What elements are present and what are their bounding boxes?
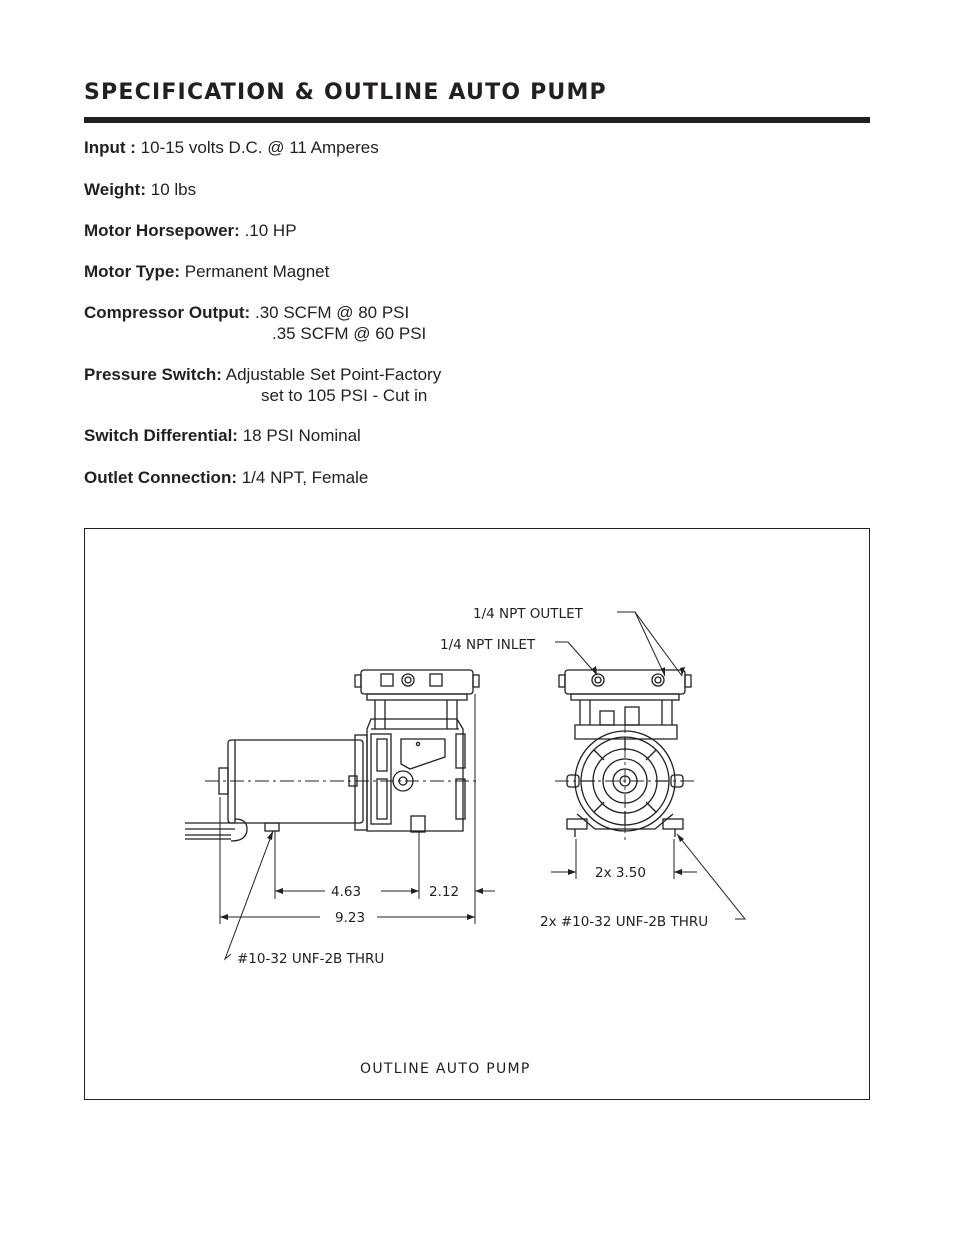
spec-value: .30 SCFM @ 80 PSI bbox=[254, 303, 410, 322]
page-title: SPECIFICATION & OUTLINE AUTO PUMP bbox=[84, 80, 607, 105]
front-cylinder-head bbox=[565, 670, 685, 694]
spec-value: Adjustable Set Point-Factory bbox=[225, 365, 442, 384]
inlet-port bbox=[402, 674, 414, 686]
outline-drawing-frame bbox=[84, 528, 870, 1100]
spec-value: Permanent Magnet bbox=[184, 262, 330, 281]
spec-value: .10 HP bbox=[244, 221, 297, 240]
spec-label: Switch Differential: bbox=[84, 426, 238, 445]
front-dimensions bbox=[551, 834, 745, 919]
outlet-label: 1/4 NPT OUTLET bbox=[473, 606, 583, 622]
housing-foot bbox=[411, 816, 425, 832]
spec-label: Compressor Output: bbox=[84, 303, 251, 322]
spec-value-continued: set to 105 PSI - Cut in bbox=[261, 386, 428, 405]
spec-label: Weight: bbox=[84, 180, 147, 199]
spec-label: Input : bbox=[84, 138, 136, 157]
dim-4-63: 4.63 bbox=[331, 884, 362, 900]
cylinder-head bbox=[361, 670, 473, 694]
spec-label: Motor Horsepower: bbox=[84, 221, 240, 240]
figure-caption: OUTLINE AUTO PUMP bbox=[360, 1061, 531, 1077]
spec-value: 10-15 volts D.C. @ 11 Amperes bbox=[140, 138, 379, 157]
thru-label-side: #10-32 UNF-2B THRU bbox=[237, 951, 385, 967]
spec-value: 1/4 NPT, Female bbox=[241, 468, 369, 487]
spec-compressor-output bbox=[84, 302, 426, 344]
title-rule bbox=[84, 117, 870, 123]
inlet-label: 1/4 NPT INLET bbox=[440, 637, 536, 653]
spec-value: 18 PSI Nominal bbox=[242, 426, 361, 445]
dim-3-50: 2x 3.50 bbox=[595, 865, 646, 881]
spec-input bbox=[84, 137, 379, 158]
spec-value: 10 lbs bbox=[150, 180, 197, 199]
dim-2-12: 2.12 bbox=[429, 884, 460, 900]
spec-motor-type bbox=[84, 261, 329, 282]
spec-label: Pressure Switch: bbox=[84, 365, 222, 384]
spec-pressure-switch bbox=[84, 364, 441, 406]
spec-motor-horsepower bbox=[84, 220, 297, 241]
mount-foot bbox=[265, 823, 279, 831]
spec-label: Motor Type: bbox=[84, 262, 181, 281]
spec-outlet-connection bbox=[84, 467, 368, 488]
pump-housing bbox=[367, 719, 463, 831]
thru-label-front: 2x #10-32 UNF-2B THRU bbox=[540, 914, 709, 930]
spec-weight bbox=[84, 179, 196, 200]
dim-9-23: 9.23 bbox=[335, 910, 366, 926]
motor-body bbox=[228, 740, 363, 823]
spec-value-continued: .35 SCFM @ 60 PSI bbox=[272, 324, 427, 343]
spec-label: Outlet Connection: bbox=[84, 468, 237, 487]
side-view bbox=[185, 670, 479, 841]
motor-wires bbox=[185, 819, 247, 841]
spec-switch-differential bbox=[84, 425, 361, 446]
outline-drawing bbox=[85, 529, 869, 1099]
